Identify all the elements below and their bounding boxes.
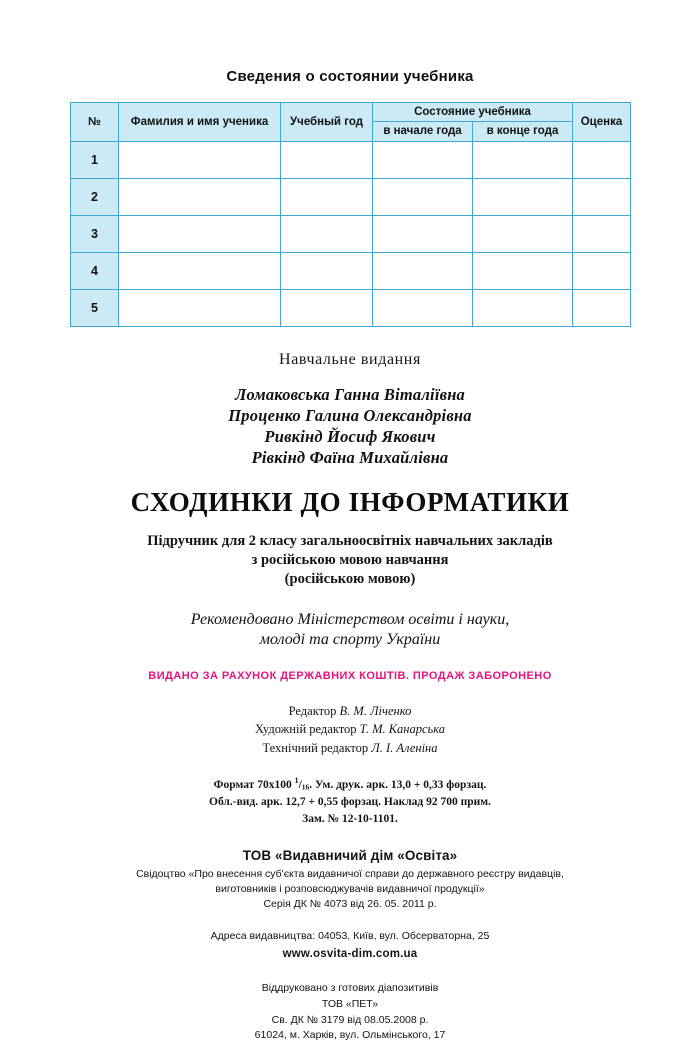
book-state-table-wrap xyxy=(70,102,630,327)
imprint-block xyxy=(0,351,700,1044)
cell-condition-end[interactable] xyxy=(473,289,573,326)
certificate-line: Серія ДК № 4073 від 26. 05. 2011 р. xyxy=(263,898,437,911)
author-name: Ривкінд Йосиф Якович xyxy=(264,426,436,446)
format-suffix: . Ум. друк. арк. 13,0 + 0,33 форзац. xyxy=(309,778,487,791)
cell-student-name[interactable] xyxy=(119,178,281,215)
table-row xyxy=(71,252,631,289)
cell-mark[interactable] xyxy=(573,178,631,215)
spec-sheets-line: Обл.-вид. арк. 12,7 + 0,55 форзац. Наклад 92 700 прим. xyxy=(209,795,491,808)
editor-role: Редактор xyxy=(288,704,337,719)
recommendation-line: Рекомендовано Міністерством освіти і науки, xyxy=(190,610,510,628)
ministry-recommendation xyxy=(0,610,700,652)
cell-student-name[interactable] xyxy=(119,141,281,178)
table-row xyxy=(71,178,631,215)
editor-entry xyxy=(0,720,700,738)
book-subtitle xyxy=(0,532,700,589)
publisher-address-block xyxy=(0,929,700,963)
table-title: Сведения о состоянии учебника xyxy=(226,68,474,85)
cell-school-year[interactable] xyxy=(281,289,373,326)
cell-mark[interactable] xyxy=(573,289,631,326)
author-name: Проценко Галина Олександрівна xyxy=(228,405,472,425)
cell-mark[interactable] xyxy=(573,141,631,178)
col-header-school-year: Учебный год xyxy=(281,103,373,142)
subtitle-line: з російською мовою навчання xyxy=(251,552,449,569)
spec-format-line xyxy=(0,775,700,794)
cell-condition-start[interactable] xyxy=(373,178,473,215)
editor-role: Художній редактор xyxy=(254,722,357,737)
book-title: СХОДИНКИ ДО ІНФОРМАТИКИ xyxy=(130,487,570,518)
author-name: Рівкінд Фаїна Михайлівна xyxy=(251,448,449,468)
publisher-address: Адреса видавництва: 04053, Київ, вул. Обсерваторна, 25 xyxy=(210,930,490,943)
book-state-table xyxy=(70,102,631,327)
subtitle-line: Підручник для 2 класу загальноосвітніх навчальних закладів xyxy=(147,533,553,550)
certificate-line: Свідоцтво «Про внесення суб'єкта видавничої справи до державного реєстру видавців, xyxy=(136,868,564,881)
format-denominator: 16 xyxy=(301,782,310,792)
cell-student-name[interactable] xyxy=(119,289,281,326)
cell-condition-start[interactable] xyxy=(373,289,473,326)
row-number: 5 xyxy=(71,289,119,326)
authors-list xyxy=(0,384,700,468)
edition-label: Навчальне видання xyxy=(279,350,421,368)
cell-school-year[interactable] xyxy=(281,141,373,178)
col-header-condition-end: в конце года xyxy=(473,122,573,141)
cell-condition-start[interactable] xyxy=(373,252,473,289)
table-row xyxy=(71,289,631,326)
subtitle-line: (російською мовою) xyxy=(284,571,416,588)
publisher-block xyxy=(0,848,700,912)
editor-entry xyxy=(0,739,700,757)
col-header-condition-start: в начале года xyxy=(373,122,473,141)
col-header-condition-group: Состояние учебника xyxy=(373,103,573,122)
col-header-student-name: Фамилия и имя ученика xyxy=(119,103,281,142)
publisher-certificate xyxy=(0,867,700,912)
col-header-number: № xyxy=(71,103,119,142)
cell-condition-end[interactable] xyxy=(473,252,573,289)
editor-entry xyxy=(0,702,700,720)
cell-school-year[interactable] xyxy=(281,215,373,252)
recommendation-line: молоді та спорту України xyxy=(259,631,441,649)
editor-name: Т. М. Канарська xyxy=(359,722,446,737)
printing-line: Віддруковано з готових діапозитивів xyxy=(261,982,439,995)
row-number: 1 xyxy=(71,141,119,178)
printing-certificate: Св. ДК № 3179 від 08.05.2008 р. xyxy=(271,1013,429,1026)
printing-house-name: ТОВ «ПЕТ» xyxy=(321,997,379,1010)
table-body xyxy=(71,141,631,326)
publisher-website-link[interactable]: www.osvita-dim.com.ua xyxy=(282,948,418,961)
certificate-line: виготовників і розповсюджувачів видавничої продукції» xyxy=(215,883,485,896)
technical-specs xyxy=(0,775,700,829)
printing-address: 61024, м. Харків, вул. Ольмінського, 17 xyxy=(254,1029,446,1042)
format-slash: / xyxy=(298,778,302,791)
cell-mark[interactable] xyxy=(573,252,631,289)
table-row xyxy=(71,141,631,178)
format-numerator: 1 xyxy=(294,775,299,785)
cell-school-year[interactable] xyxy=(281,252,373,289)
cell-condition-end[interactable] xyxy=(473,141,573,178)
editor-name: В. М. Ліченко xyxy=(339,704,412,719)
spec-order-line: Зам. № 12-10-1101. xyxy=(302,813,398,826)
cell-school-year[interactable] xyxy=(281,178,373,215)
author-name: Ломаковська Ганна Віталіївна xyxy=(234,384,466,404)
row-number: 4 xyxy=(71,252,119,289)
table-row xyxy=(71,215,631,252)
editors-list xyxy=(0,702,700,757)
row-number: 2 xyxy=(71,178,119,215)
publisher-name: ТОВ «Видавничий дім «Освіта» xyxy=(242,848,458,864)
cell-condition-end[interactable] xyxy=(473,215,573,252)
cell-condition-start[interactable] xyxy=(373,215,473,252)
cell-student-name[interactable] xyxy=(119,252,281,289)
table-header-row-1 xyxy=(71,103,631,122)
cell-mark[interactable] xyxy=(573,215,631,252)
state-funded-notice: ВИДАНО ЗА РАХУНОК ДЕРЖАВНИХ КОШТІВ. ПРОДАЖ ЗАБОРОНЕНО xyxy=(148,670,552,683)
editor-name: Л. І. Аленіна xyxy=(371,740,438,755)
cell-condition-end[interactable] xyxy=(473,178,573,215)
cell-student-name[interactable] xyxy=(119,215,281,252)
editor-role: Технічний редактор xyxy=(262,740,369,755)
col-header-mark: Оценка xyxy=(573,103,631,142)
printing-house-block xyxy=(0,981,700,1044)
cell-condition-start[interactable] xyxy=(373,141,473,178)
format-prefix: Формат 70х100 xyxy=(213,778,295,791)
row-number: 3 xyxy=(71,215,119,252)
